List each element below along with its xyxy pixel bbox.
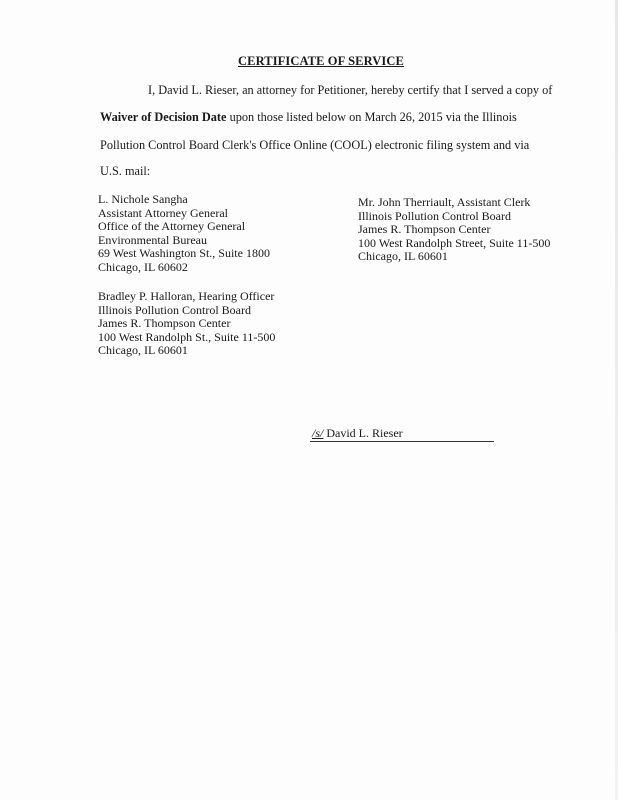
body-line-2 [100, 110, 517, 125]
signature-name: David L. Rieser [326, 426, 403, 440]
recipient-3-line: 100 West Randolph Street, Suite 11-500 [358, 235, 551, 250]
recipient-1-line: Assistant Attorney General [98, 205, 228, 220]
body-line-2-text: upon those listed below on March 26, 2015 via the Illinois [229, 110, 517, 124]
recipient-3-line: Mr. John Therriault, Assistant Clerk [358, 195, 531, 209]
recipient-2-line: Bradley P. Halloran, Hearing Officer [98, 289, 275, 303]
body-line-1: I, David L. Rieser, an attorney for Petitioner, hereby certify that I served a copy of [148, 83, 553, 97]
document-name-bold: Waiver of Decision Date [100, 110, 227, 124]
recipient-2-line: Chicago, IL 60601 [98, 343, 188, 357]
recipient-1-line: Office of the Attorney General [98, 219, 246, 233]
recipient-address-1 [98, 193, 270, 274]
recipient-address-2 [98, 290, 275, 358]
recipient-2-line: 100 West Randolph St., Suite 11-500 [98, 329, 276, 344]
recipient-2-line: Illinois Pollution Control Board [98, 302, 252, 317]
recipient-1-line: 69 West Washington St., Suite 1800 [98, 246, 270, 260]
recipient-2-line: James R. Thompson Center [98, 316, 231, 330]
recipient-1-line: L. Nichole Sangha [98, 192, 188, 206]
recipient-3-line: Chicago, IL 60601 [358, 249, 448, 263]
document-title: CERTIFICATE OF SERVICE [238, 54, 404, 68]
recipient-1-line: Environmental Bureau [98, 232, 207, 247]
body-line-3: Pollution Control Board Clerk's Office Online (COOL) electronic filing system and via [100, 138, 530, 152]
recipient-1-line: Chicago, IL 60602 [98, 259, 188, 274]
recipient-3-line: Illinois Pollution Control Board [358, 208, 512, 223]
recipient-3-line: James R. Thompson Center [358, 222, 491, 236]
signature-prefix: /s/ [312, 426, 324, 440]
signature [312, 426, 403, 441]
recipient-address-3 [358, 196, 550, 264]
body-line-4: U.S. mail: [100, 164, 151, 178]
